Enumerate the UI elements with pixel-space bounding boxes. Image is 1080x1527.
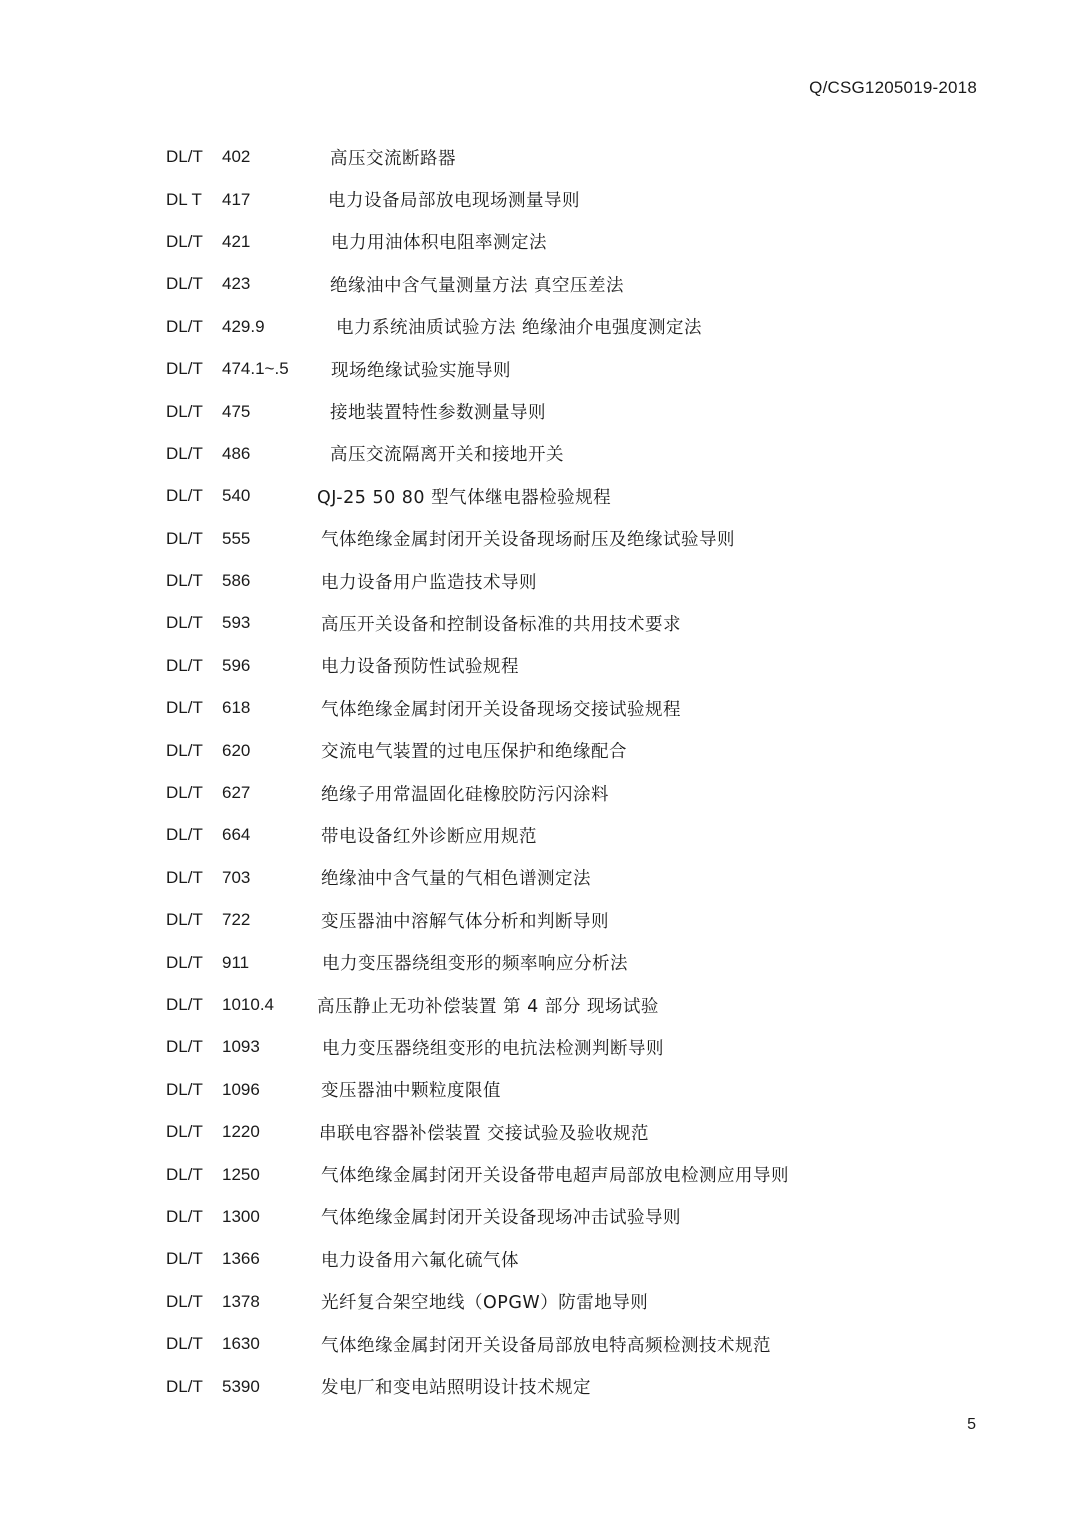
standard-number: 1220	[222, 1122, 260, 1142]
standard-prefix: DL/T	[166, 783, 203, 803]
standard-title: 绝缘油中含气量测量方法 真空压差法	[330, 275, 625, 296]
standard-title: 变压器油中颗粒度限值	[321, 1081, 501, 1102]
standard-number: 593	[222, 613, 251, 633]
standard-number: 417	[222, 189, 251, 209]
standard-number: 474.1~.5	[222, 359, 289, 379]
standard-prefix: DL/T	[166, 952, 203, 972]
standard-row	[166, 941, 789, 983]
standard-number: 5390	[222, 1376, 260, 1396]
standard-prefix: DL/T	[166, 528, 203, 548]
page-number: 5	[967, 1416, 976, 1433]
standard-title: 现场绝缘试验实施导则	[331, 360, 511, 381]
standards-list	[166, 136, 789, 1408]
standard-row	[166, 1069, 789, 1111]
standard-prefix: DL/T	[166, 1291, 203, 1311]
standard-prefix: DL/T	[166, 1122, 203, 1142]
standard-row	[166, 178, 789, 220]
standard-prefix: DL/T	[166, 571, 203, 591]
standard-title: 电力变压器绕组变形的频率响应分析法	[322, 954, 628, 975]
standard-number: 620	[222, 740, 251, 760]
standard-row	[166, 306, 789, 348]
standard-prefix: DL/T	[166, 231, 203, 251]
standard-prefix: DL/T	[166, 825, 203, 845]
standard-title: 电力用油体积电阻率测定法	[331, 233, 547, 254]
standard-prefix: DL/T	[166, 274, 203, 294]
standard-title: 变压器油中溶解气体分析和判断导则	[321, 911, 609, 932]
standard-title: 气体绝缘金属封闭开关设备带电超声局部放电检测应用导则	[321, 1166, 789, 1187]
standard-row	[166, 263, 789, 305]
document-code: Q/CSG1205019-2018	[809, 78, 977, 97]
standard-row	[166, 1111, 789, 1153]
standard-number: 475	[222, 401, 251, 421]
standard-row	[166, 221, 789, 263]
standard-number: 586	[222, 571, 251, 591]
standard-row	[166, 560, 789, 602]
standard-row	[166, 984, 789, 1026]
standard-number: 664	[222, 825, 251, 845]
standard-row	[166, 687, 789, 729]
standard-prefix: DL/T	[166, 1376, 203, 1396]
standard-prefix: DL/T	[166, 316, 203, 336]
standard-title: QJ-25 50 80 型气体继电器检验规程	[317, 487, 612, 508]
standard-row	[166, 390, 789, 432]
standard-title: 高压静止无功补偿装置 第 4 部分 现场试验	[317, 996, 659, 1017]
standard-row	[166, 1365, 789, 1407]
standard-number: 1010.4	[222, 995, 274, 1014]
standard-number: 402	[222, 147, 251, 167]
standard-prefix: DL/T	[166, 1249, 203, 1269]
standard-row	[166, 1323, 789, 1365]
standard-prefix: DL/T	[166, 486, 203, 506]
standard-row	[166, 1026, 789, 1068]
standard-prefix: DL/T	[166, 910, 203, 930]
standard-title: 气体绝缘金属封闭开关设备现场冲击试验导则	[321, 1208, 681, 1229]
standard-number: 1366	[222, 1249, 260, 1269]
standard-row	[166, 602, 789, 644]
standard-prefix: DL/T	[166, 443, 203, 463]
standard-prefix: DL/T	[166, 359, 203, 379]
standard-number: 627	[222, 783, 251, 803]
standard-prefix: DL/T	[166, 995, 203, 1014]
standard-prefix: DL/T	[166, 147, 203, 167]
standard-title: 电力系统油质试验方法 绝缘油介电强度测定法	[336, 318, 703, 339]
standard-prefix: DL/T	[166, 1206, 203, 1226]
standard-number: 703	[222, 867, 251, 887]
standard-number: 911	[222, 952, 250, 972]
standard-title: 高压交流断路器	[330, 148, 456, 169]
standard-number: 423	[222, 274, 251, 294]
standard-title: 发电厂和变电站照明设计技术规定	[321, 1378, 591, 1399]
standard-number: 486	[222, 443, 251, 463]
standard-row	[166, 433, 789, 475]
standard-title: 电力设备预防性试验规程	[321, 657, 519, 678]
standard-title: 气体绝缘金属封闭开关设备现场交接试验规程	[321, 699, 681, 720]
standard-title: 串联电容器补偿装置 交接试验及验收规范	[319, 1123, 650, 1144]
standard-prefix: DL/T	[166, 867, 203, 887]
standard-row	[166, 136, 789, 178]
standard-row	[166, 1196, 789, 1238]
standard-title: 高压交流隔离开关和接地开关	[330, 445, 564, 466]
standard-title: 光纤复合架空地线（OPGW）防雷地导则	[321, 1293, 649, 1314]
standard-row	[166, 348, 789, 390]
standard-number: 1096	[222, 1079, 260, 1099]
standard-number: 429.9	[222, 316, 265, 336]
standard-row	[166, 857, 789, 899]
standard-number: 618	[222, 698, 251, 718]
standard-prefix: DL/T	[166, 401, 203, 421]
standard-title: 带电设备红外诊断应用规范	[321, 826, 537, 847]
standard-number: 1630	[222, 1334, 260, 1354]
standard-number: 722	[222, 910, 251, 930]
standard-row	[166, 899, 789, 941]
standard-prefix: DL/T	[166, 1037, 203, 1057]
standard-number: 555	[222, 528, 251, 548]
standard-title: 绝缘子用常温固化硅橡胶防污闪涂料	[321, 784, 609, 805]
standard-row	[166, 475, 789, 517]
standard-number: 421	[222, 231, 251, 251]
standard-row	[166, 518, 789, 560]
standard-title: 接地装置特性参数测量导则	[330, 403, 546, 424]
standard-number: 540	[222, 486, 251, 506]
standard-number: 1378	[222, 1291, 260, 1311]
standard-row	[166, 1238, 789, 1280]
standard-title: 高压开关设备和控制设备标准的共用技术要求	[321, 614, 681, 635]
standard-row	[166, 1153, 789, 1195]
standard-title: 电力变压器绕组变形的电抗法检测判断导则	[322, 1038, 664, 1059]
standard-number: 1250	[222, 1164, 260, 1184]
standard-row	[166, 772, 789, 814]
standard-row	[166, 1281, 789, 1323]
standard-number: 1300	[222, 1206, 260, 1226]
standard-prefix: DL T	[166, 189, 202, 209]
standard-prefix: DL/T	[166, 698, 203, 718]
standard-prefix: DL/T	[166, 613, 203, 633]
standard-prefix: DL/T	[166, 1164, 203, 1184]
standard-title: 绝缘油中含气量的气相色谱测定法	[321, 869, 591, 890]
standard-number: 1093	[222, 1037, 260, 1057]
standard-title: 气体绝缘金属封闭开关设备现场耐压及绝缘试验导则	[321, 530, 735, 551]
standard-title: 电力设备用户监造技术导则	[321, 572, 537, 593]
standard-title: 气体绝缘金属封闭开关设备局部放电特高频检测技术规范	[321, 1335, 771, 1356]
standard-title: 电力设备用六氟化硫气体	[321, 1250, 519, 1271]
standard-prefix: DL/T	[166, 1079, 203, 1099]
standard-prefix: DL/T	[166, 655, 203, 675]
standard-prefix: DL/T	[166, 1334, 203, 1354]
standard-row	[166, 814, 789, 856]
standard-number: 596	[222, 655, 251, 675]
standard-title: 电力设备局部放电现场测量导则	[328, 191, 580, 212]
standard-prefix: DL/T	[166, 740, 203, 760]
standard-row	[166, 729, 789, 771]
standard-title: 交流电气装置的过电压保护和绝缘配合	[321, 742, 627, 763]
standard-row	[166, 645, 789, 687]
